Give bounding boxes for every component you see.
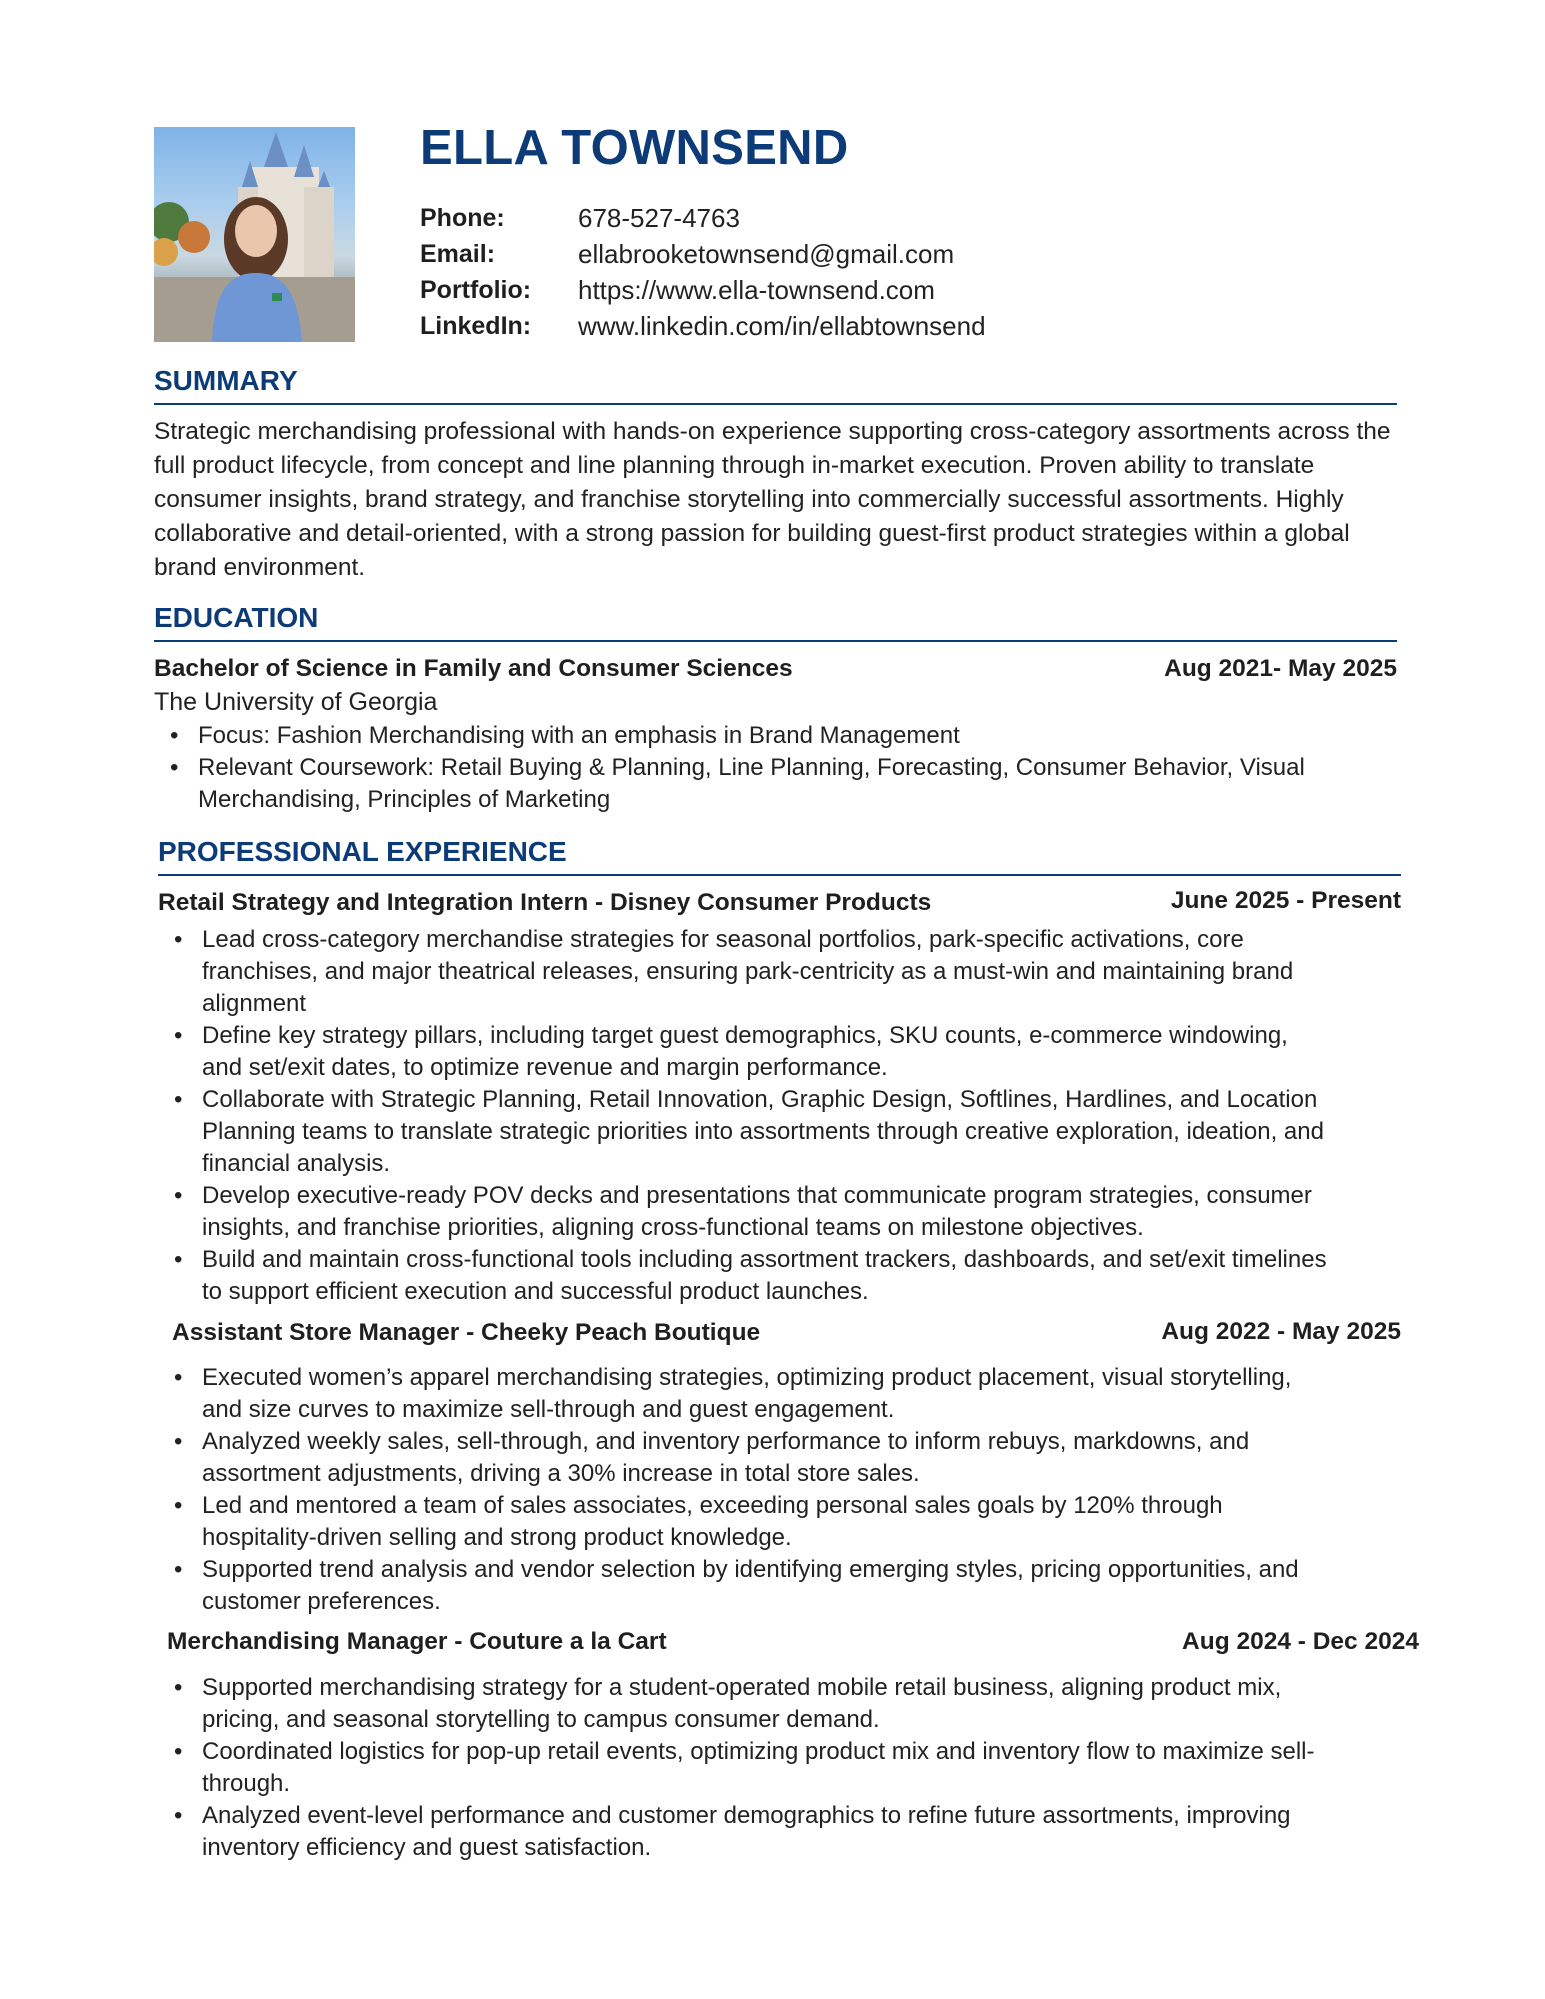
summary-text: Strategic merchandising professional with hands-on experience supporting cross-category assortments across the full product lifecycle, from concept and line planning through in-market execution. Proven ability to translate consumer insights, brand strategy, and franchise storytelling into commercially successful assortments. Highly collaborative and detail-oriented, with a strong passion for building guest-first product strategies within a global brand environment. (154, 418, 1391, 581)
list-item: • Led and mentored a team of sales associates, exceeding personal sales goals by 120% through hospitality-driven selling and strong product knowledge. (158, 1490, 1328, 1554)
phone-label: Phone: (420, 203, 505, 232)
list-item: • Relevant Coursework: Retail Buying & Planning, Line Planning, Forecasting, Consumer Behavior, Visual Merchandising, Principles of Marketing (154, 752, 1369, 816)
profile-photo (154, 127, 355, 342)
job-dates-cheeky-peach: Aug 2022 - May 2025 (1161, 1318, 1401, 1345)
contact-row-phone (420, 200, 986, 236)
education-divider (154, 640, 1397, 642)
job-bullets-disney (158, 924, 1328, 1308)
list-item: • Supported trend analysis and vendor selection by identifying emerging styles, pricing opportunities, and customer preferences. (158, 1554, 1328, 1618)
email-value: ellabrooketownsend@gmail.com (578, 238, 955, 269)
job-bullets-cheeky-peach (158, 1362, 1328, 1618)
linkedin-label: LinkedIn: (420, 311, 532, 340)
experience-heading: PROFESSIONAL EXPERIENCE (158, 836, 567, 867)
experience-divider (158, 874, 1401, 876)
contact-block (420, 200, 986, 344)
job-bullets-couture (158, 1672, 1348, 1864)
list-item: • Build and maintain cross-functional tools including assortment trackers, dashboards, and set/exit timelines to support efficient execution and successful product launches. (158, 1244, 1328, 1308)
list-item: • Develop executive-ready POV decks and presentations that communicate program strategies, consumer insights, and franchise priorities, aligning cross-functional teams on milestone objectives. (158, 1180, 1328, 1244)
portfolio-label: Portfolio: (420, 275, 532, 304)
job-title-cheeky-peach: Assistant Store Manager - Cheeky Peach Boutique (172, 1319, 761, 1346)
job-dates-couture: Aug 2024 - Dec 2024 (1182, 1628, 1419, 1655)
list-item: • Supported merchandising strategy for a student-operated mobile retail business, aligning product mix, pricing, and seasonal storytelling to campus consumer demand. (158, 1672, 1348, 1736)
email-label: Email: (420, 239, 496, 268)
linkedin-value: www.linkedin.com/in/ellabtownsend (578, 310, 986, 341)
portfolio-value: https://www.ella-townsend.com (578, 274, 935, 305)
list-item: • Analyzed event-level performance and customer demographics to refine future assortments, improving inventory efficiency and guest satisfaction. (158, 1800, 1348, 1864)
school-name: The University of Georgia (154, 688, 438, 716)
education-dates: Aug 2021- May 2025 (1164, 655, 1397, 682)
list-item: • Define key strategy pillars, including target guest demographics, SKU counts, e-commerce windowing, and set/exit dates, to optimize revenue and margin performance. (158, 1020, 1328, 1084)
contact-row-email (420, 236, 986, 272)
contact-row-linkedin (420, 308, 986, 344)
job-title-disney: Retail Strategy and Integration Intern - Disney Consumer Products (158, 889, 932, 916)
education-heading: EDUCATION (154, 602, 319, 633)
list-item: • Collaborate with Strategic Planning, Retail Innovation, Graphic Design, Softlines, Hardlines, and Location Planning teams to translate strategic priorities into assortments through creative exploration, ideation, and financial analysis. (158, 1084, 1328, 1180)
list-item: • Executed women’s apparel merchandising strategies, optimizing product placement, visual storytelling, and size curves to maximize sell-through and guest engagement. (158, 1362, 1328, 1426)
contact-row-portfolio (420, 272, 986, 308)
list-item: • Coordinated logistics for pop-up retail events, optimizing product mix and inventory flow to maximize sell-through. (158, 1736, 1348, 1800)
job-dates-disney: June 2025 - Present (1170, 887, 1401, 914)
candidate-name: ELLA TOWNSEND (420, 121, 849, 175)
list-item: • Analyzed weekly sales, sell-through, and inventory performance to inform rebuys, markdowns, and assortment adjustments, driving a 30% increase in total store sales. (158, 1426, 1328, 1490)
phone-value: 678-527-4763 (578, 202, 740, 233)
job-title-couture: Merchandising Manager - Couture a la Cart (167, 1628, 667, 1655)
summary-heading: SUMMARY (154, 365, 298, 396)
list-item: • Lead cross-category merchandise strategies for seasonal portfolios, park-specific activations, core franchises, and major theatrical releases, ensuring park-centricity as a must-win and maintaining brand alignment (158, 924, 1328, 1020)
education-bullets (154, 720, 1369, 816)
degree-title: Bachelor of Science in Family and Consumer Sciences (154, 655, 793, 682)
list-item: • Focus: Fashion Merchandising with an emphasis in Brand Management (154, 720, 1369, 752)
summary-divider (154, 403, 1397, 405)
